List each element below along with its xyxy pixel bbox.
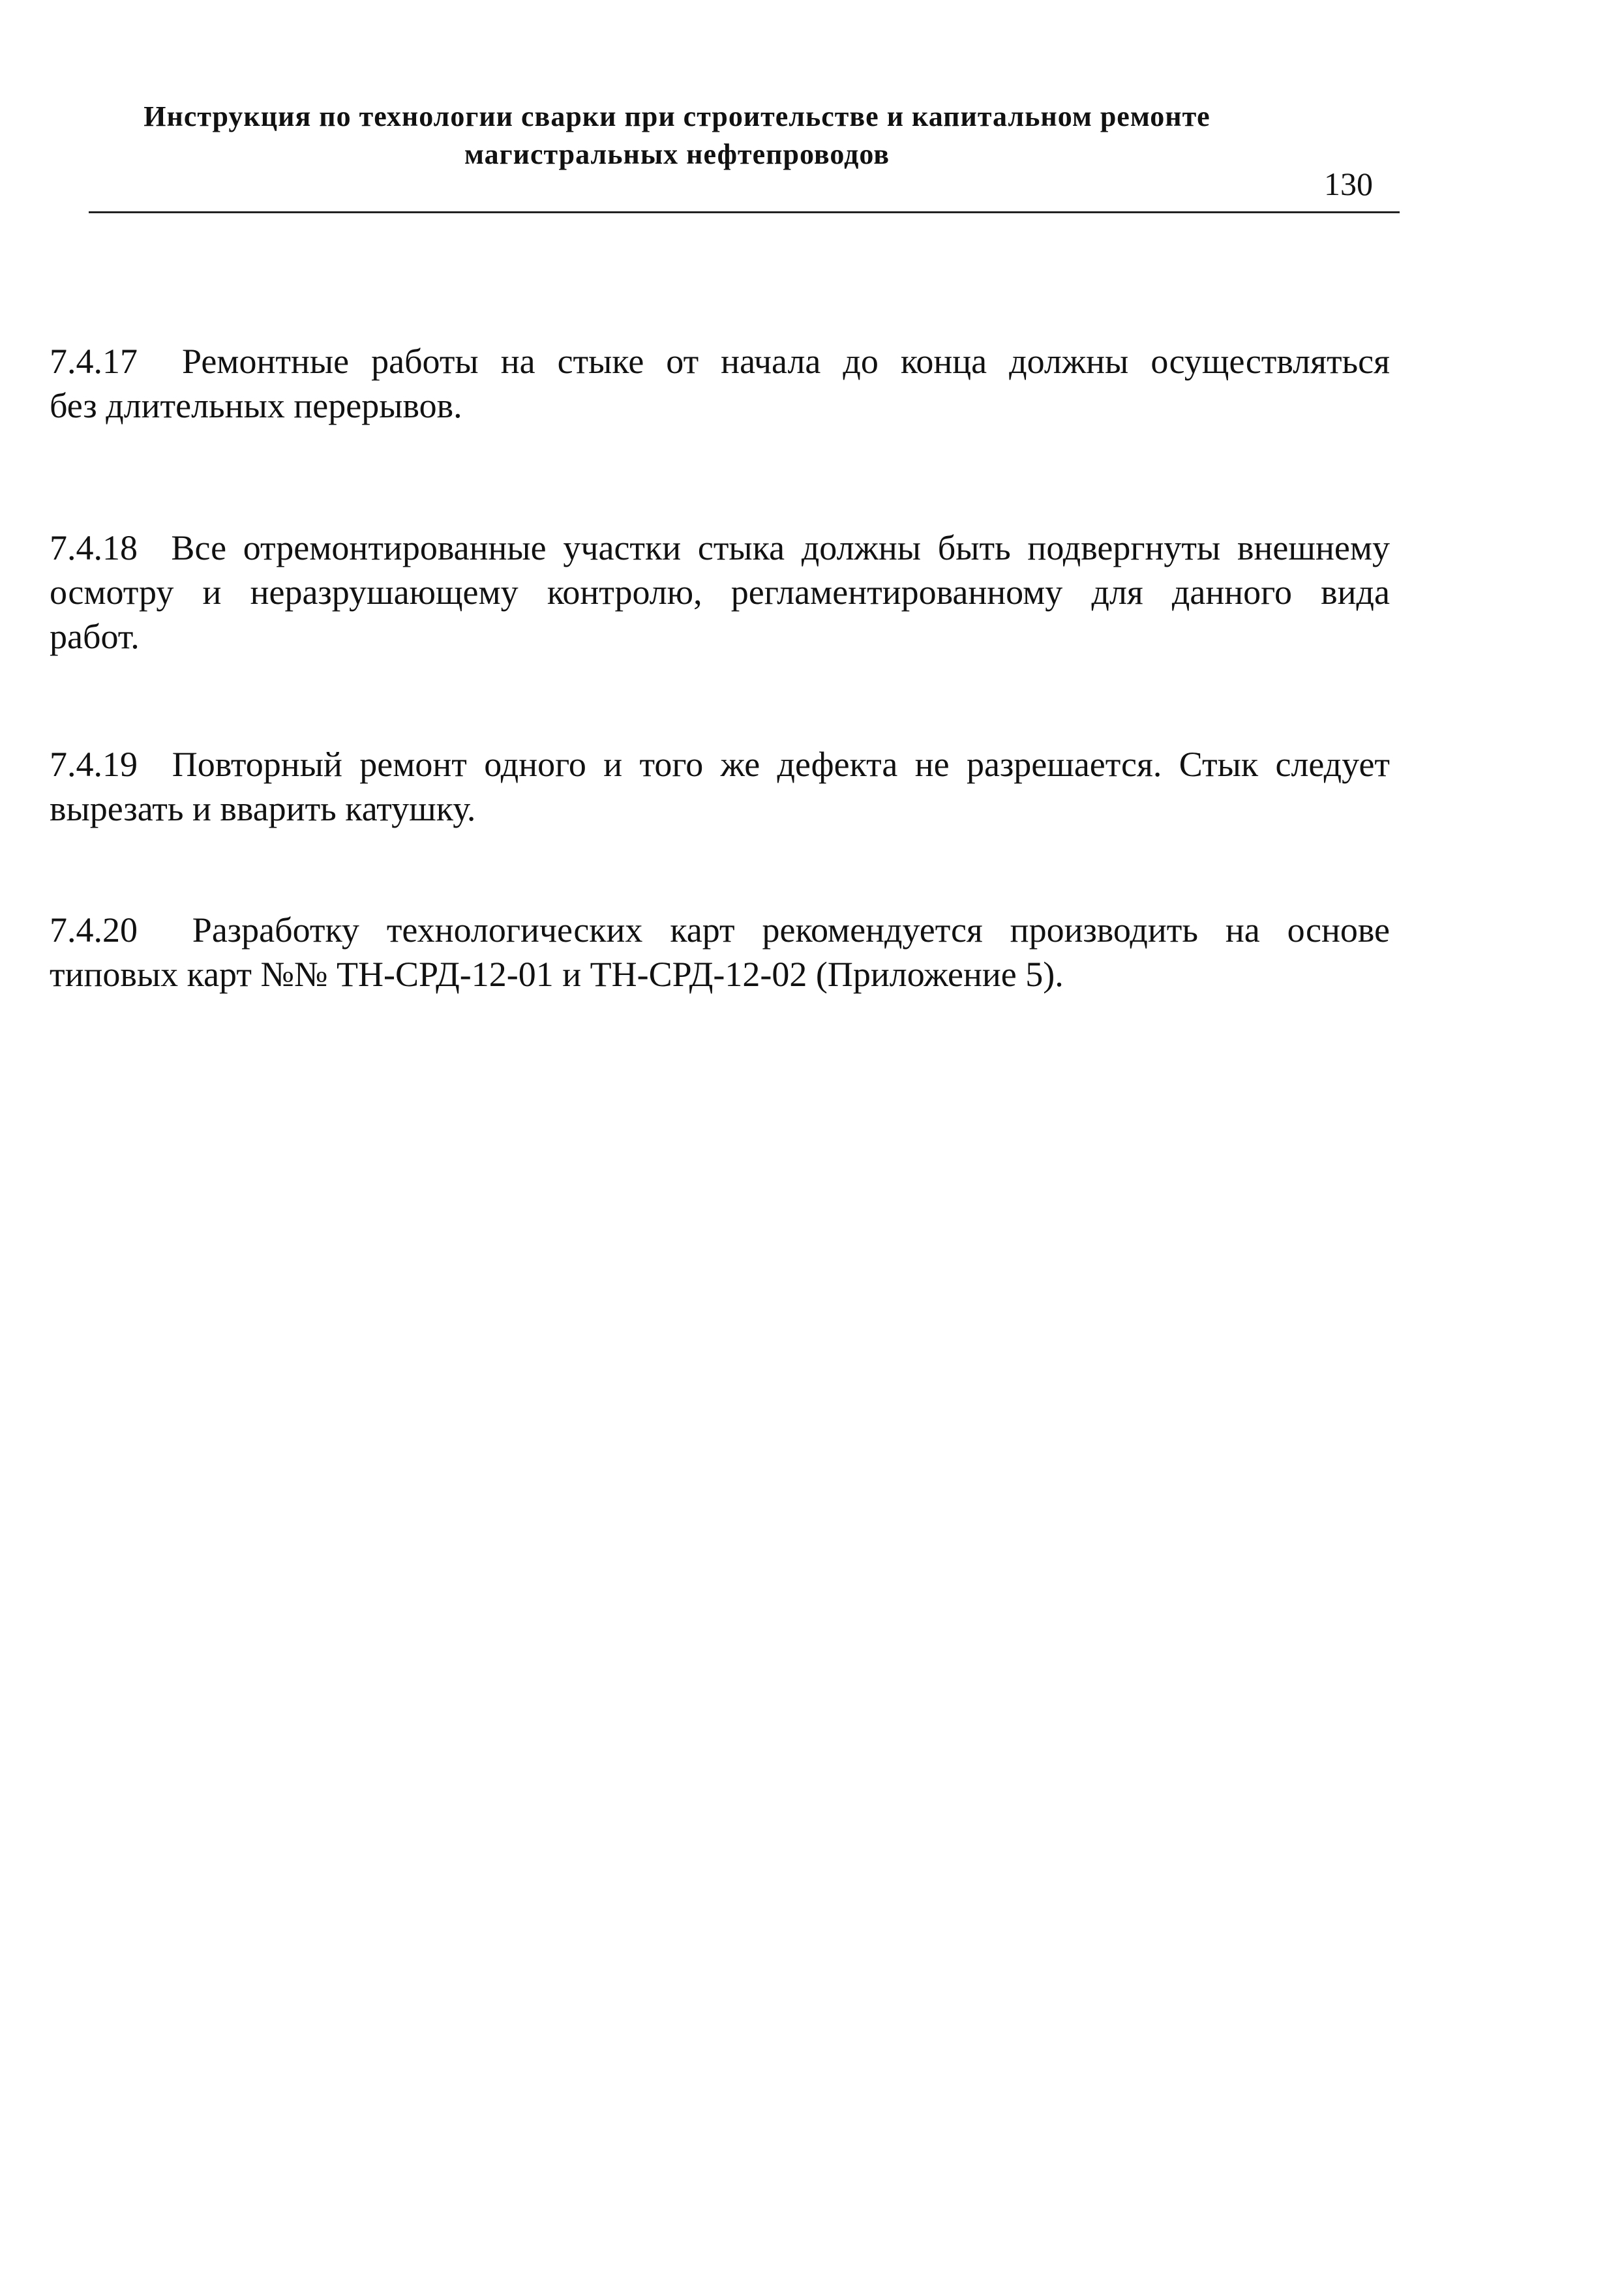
clause-text: Все отремонтированные участки стыка должны быть подвергнуты внешнему	[171, 528, 1390, 567]
header-divider	[89, 211, 1400, 213]
clause-line	[50, 908, 1390, 952]
clause-7-4-20	[50, 908, 1390, 996]
clause-line: типовых карт №№ ТН-СРД-12-01 и ТН-СРД-12-02 (Приложение 5).	[50, 955, 1064, 994]
page-number: 130	[1324, 166, 1373, 202]
clause-line	[50, 526, 1390, 570]
clause-text: Повторный ремонт одного и того же дефекта не разрешается. Стык следует	[172, 745, 1391, 784]
clause-line	[50, 742, 1390, 786]
clause-line: вырезать и вварить катушку.	[50, 789, 476, 828]
clause-7-4-17	[50, 339, 1390, 428]
header-title-line-2: магистральных нефтепроводов	[464, 138, 890, 170]
clause-number: 7.4.17	[50, 342, 138, 381]
clause-line: осмотру и неразрушающему контролю, регламентированному для данного вида	[50, 573, 1390, 612]
clause-number: 7.4.18	[50, 528, 138, 567]
clause-text: Разработку технологических карт рекомендуется производить на основе	[192, 910, 1390, 950]
clause-number: 7.4.19	[50, 745, 138, 784]
clause-7-4-19	[50, 742, 1390, 831]
clause-7-4-18	[50, 526, 1390, 659]
clause-line	[50, 339, 1390, 383]
clause-line: без длительных перерывов.	[50, 386, 462, 425]
clause-number: 7.4.20	[50, 910, 138, 950]
running-header	[90, 98, 1264, 173]
clause-line: работ.	[50, 617, 140, 656]
header-title-line-1: Инструкция по технологии сварки при строительстве и капитальном ремонте	[143, 100, 1210, 132]
clause-text: Ремонтные работы на стыке от начала до конца должны осуществляться	[182, 342, 1390, 381]
